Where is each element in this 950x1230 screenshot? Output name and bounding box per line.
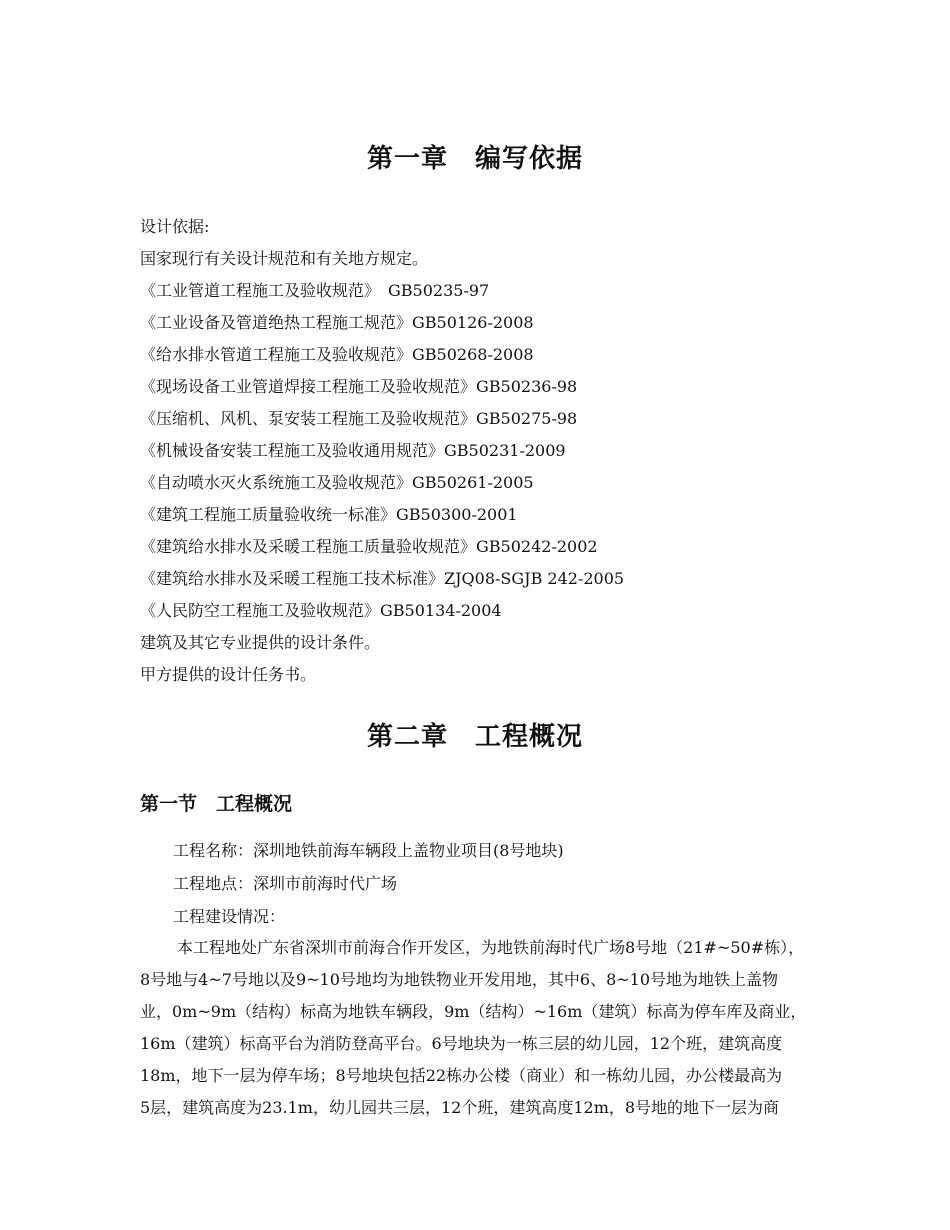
project-construction-label: 工程建设情况： — [173, 907, 286, 926]
design-basis-line: 甲方提供的设计任务书。 — [140, 665, 317, 684]
design-basis-line: 《建筑工程施工质量验收统一标准》GB50300-2001 — [140, 505, 518, 524]
design-basis-line: 《建筑给水排水及采暖工程施工技术标准》ZJQ08-SGJB 242-2005 — [140, 569, 625, 588]
design-basis-line: 《工业管道工程施工及验收规范》 GB50235-97 — [140, 281, 490, 300]
paragraph-line: 5层，建筑高度为23.1m，幼儿园共三层，12个班，建筑高度12m，8号地的地下一层为商 — [140, 1098, 780, 1117]
design-basis-line: 《工业设备及管道绝热工程施工规范》GB50126-2008 — [140, 313, 534, 332]
chapter-2-title: 第二章 工程概况 — [366, 722, 583, 752]
section-1-title: 第一节 工程概况 — [140, 793, 293, 815]
design-basis-line: 《人民防空工程施工及验收规范》GB50134-2004 — [140, 601, 502, 620]
design-basis-line: 设计依据: — [140, 217, 210, 236]
design-basis-line: 国家现行有关设计规范和有关地方规定。 — [140, 249, 429, 268]
design-basis-list — [140, 211, 900, 691]
project-location: 工程地点：深圳市前海时代广场 — [173, 874, 398, 893]
paragraph-line: 8号地与4~7号地以及9~10号地均为地铁物业开发用地，其中6、8~10号地为地铁上盖物 — [140, 970, 779, 989]
paragraph-line: 18m，地下一层为停车场；8号地块包括22栋办公楼（商业）和一栋幼儿园，办公楼最高为 — [140, 1066, 783, 1085]
paragraph-line: 本工程地处广东省深圳市前海合作开发区，为地铁前海时代广场8号地（21#~50#栋）， — [177, 938, 805, 957]
design-basis-line: 建筑及其它专业提供的设计条件。 — [140, 633, 381, 652]
design-basis-line: 《机械设备安装工程施工及验收通用规范》GB50231-2009 — [140, 441, 566, 460]
design-basis-line: 《现场设备工业管道焊接工程施工及验收规范》GB50236-98 — [140, 377, 578, 396]
paragraph-line: 16m（建筑）标高平台为消防登高平台。6号地块为一栋三层的幼儿园，12个班，建筑高度 — [140, 1034, 783, 1053]
chapter-1-title: 第一章 编写依据 — [366, 144, 583, 174]
design-basis-line: 《自动喷水灭火系统施工及验收规范》GB50261-2005 — [140, 473, 534, 492]
paragraph-line: 业，0m~9m（结构）标高为地铁车辆段，9m（结构）~16m（建筑）标高为停车库及商业， — [140, 1002, 807, 1021]
project-name: 工程名称：深圳地铁前海车辆段上盖物业项目(8号地块) — [173, 841, 564, 860]
project-description-paragraph — [140, 932, 892, 1124]
design-basis-line: 《压缩机、风机、泵安装工程施工及验收规范》GB50275-98 — [140, 409, 578, 428]
design-basis-line: 《给水排水管道工程施工及验收规范》GB50268-2008 — [140, 345, 534, 364]
design-basis-line: 《建筑给水排水及采暖工程施工质量验收规范》GB50242-2002 — [140, 537, 598, 556]
project-info — [173, 834, 903, 933]
